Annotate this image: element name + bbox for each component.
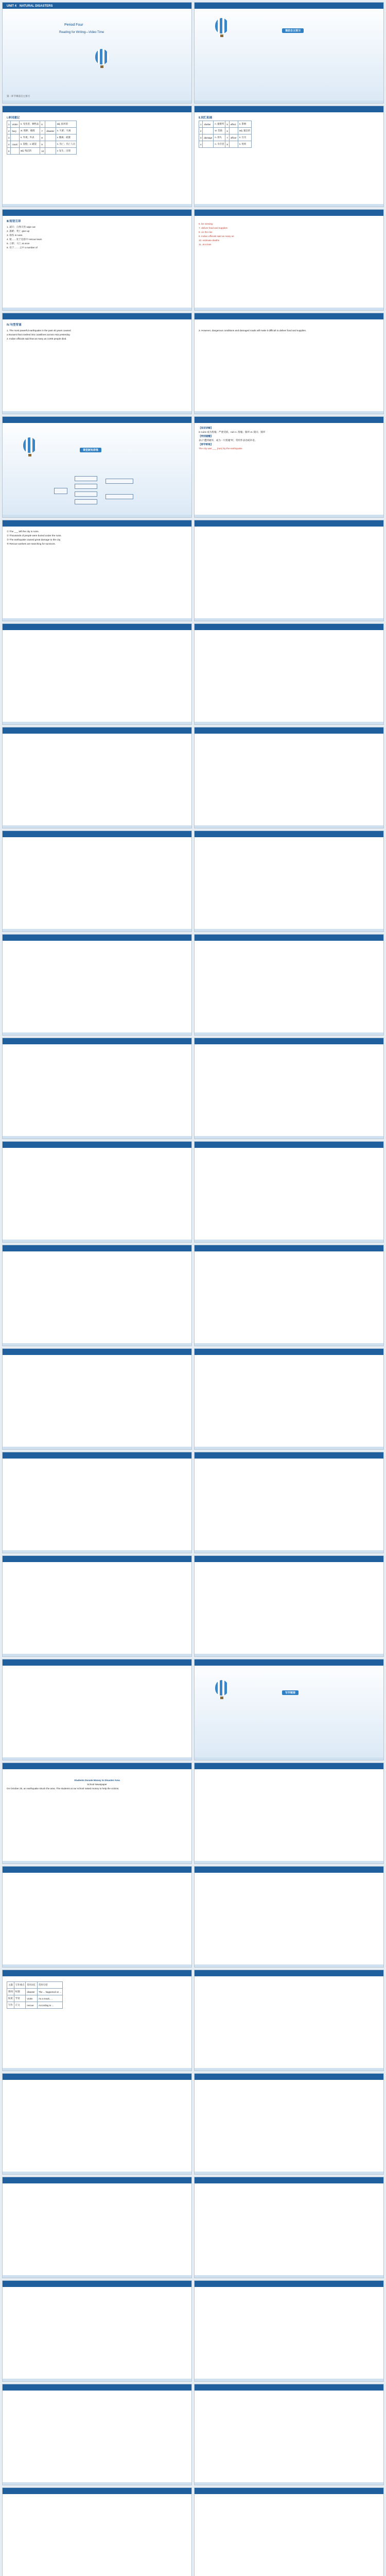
- table-row: 新闻 标题 disaster The ... happened on ...: [7, 1989, 63, 1995]
- content-slide: [194, 1555, 384, 1657]
- exercise-slide-1: ① The ___ left the city in ruins. ② Thousands of people were buried under the ruins. ③ The earthquake caused great damage to the city. ④ Rescue workers are searching for survivors.: [2, 520, 192, 621]
- table-header-row: 主题 写作要点 常用词汇 常用句型: [7, 1982, 63, 1989]
- review-table: [7, 1981, 63, 2009]
- sentences-slide-2: 3. However, dangerous conditions and damaged roads will make it difficult to deliver food and supplies.: [194, 313, 384, 414]
- exercise-slide-2: [194, 520, 384, 621]
- content-slide: [194, 934, 384, 1036]
- content-slide: [2, 1038, 192, 1139]
- content-slide: [2, 1141, 192, 1243]
- mind-map-node: [54, 488, 67, 494]
- content-slide: [194, 2487, 384, 2576]
- list-item: 9. Indian officials said as many as: [199, 235, 234, 238]
- unit-title: UNIT 4 NATURAL DISASTERS: [7, 5, 53, 8]
- content-slide: [2, 831, 192, 932]
- content-slide: [2, 727, 192, 828]
- mind-map-node: [75, 476, 97, 481]
- content-slide: [2, 1348, 192, 1450]
- writing-section-slide: [194, 1659, 384, 1760]
- vocab-table-slide: [2, 106, 192, 207]
- list-item: 5. 立即；马上 at once: [7, 242, 30, 245]
- content-slide: [194, 2280, 384, 2382]
- content-slide: [2, 1866, 192, 1968]
- phrases-answer-slide: [194, 209, 384, 311]
- content-slide: [194, 831, 384, 932]
- content-slide: [194, 2177, 384, 2278]
- phrases-header: Ⅲ.短语互译: [7, 220, 21, 223]
- table-row: 2 vt. 营救 6 adj. 紧急的: [199, 128, 252, 134]
- content-slide: [194, 727, 384, 828]
- phrases-list: [7, 225, 187, 250]
- list-item: 10. estimate deaths: [199, 239, 220, 242]
- section-tag-class-study: 课堂新知讲练: [80, 448, 101, 452]
- vocab-header-2: Ⅱ.词汇拓展: [199, 116, 213, 120]
- mind-map-node: [106, 494, 133, 499]
- mind-map-node: [106, 479, 133, 484]
- table-row: 报道 导语 victim As a result, ...: [7, 1995, 63, 2002]
- section-tag-preview: 课前自主预习: [282, 28, 304, 33]
- sentences-slide: [2, 313, 192, 414]
- content-slide: [2, 2487, 192, 2576]
- vocab-table: [7, 121, 77, 155]
- list-item: 3. 损伤 in ruins: [7, 234, 23, 236]
- phrases-slide: [2, 209, 192, 311]
- content-slide: [2, 2280, 192, 2382]
- list-item: 11. at a loss: [199, 243, 212, 246]
- cover-tip: 第一环节课前自主预习: [7, 95, 30, 97]
- table-row: 5 adj. 残忍的 10 v. 发生；出现: [7, 148, 77, 155]
- table-row: 4 crack n. 裂缝；v. 破裂 9 n. 伤亡；伤亡人员: [7, 141, 77, 148]
- table-row: 1 shelter n. 避难所 5 effect n. 影响: [199, 121, 252, 128]
- list-item: 6. be missing: [199, 223, 213, 225]
- balloon-icon: [215, 18, 229, 33]
- table-row: 4 n. 幸存者 8 n. 组织: [199, 141, 252, 148]
- content-slide: [194, 1348, 384, 1450]
- content-slide: [194, 2384, 384, 2485]
- phrases-answers: [199, 222, 379, 247]
- list-item: 8. on the rise: [199, 231, 213, 233]
- period-label: Period Four: [64, 23, 83, 27]
- mind-map-node: [75, 492, 97, 497]
- content-slide: [194, 2073, 384, 2175]
- list-item: 2. 遇难；死亡 give up: [7, 230, 30, 232]
- review-table-slide: [2, 1970, 192, 2071]
- news-report-slide: Students Donate Money to Disaster Area School Newspaper On October 25, an earthquake struck the area. The students at our school raised money to help the victims.: [2, 1762, 192, 1864]
- section-tag-writing: 写作链接: [282, 1690, 299, 1695]
- balloon-icon: [23, 437, 37, 453]
- list-item: 6. 处于…… 之中 a number of: [7, 246, 38, 249]
- preview-slide: [194, 2, 384, 104]
- table-row: 1 victim n. 受害者；牺牲品 6 adj. 损坏的: [7, 121, 77, 128]
- table-row: 3 damage n. 损失 7 officer n. 官员: [199, 134, 252, 141]
- class-study-slide: [2, 416, 192, 518]
- content-slide: [194, 1038, 384, 1139]
- cover-slide: [2, 2, 192, 104]
- content-slide: [194, 1141, 384, 1243]
- mind-map: [54, 473, 136, 510]
- vocab-table-2: [199, 121, 252, 148]
- content-slide: [194, 1970, 384, 2071]
- content-slide: [2, 2384, 192, 2485]
- table-row: 写作 正文 rescue According to ...: [7, 2002, 63, 2009]
- balloon-icon: [215, 1680, 229, 1696]
- content-slide: [2, 1659, 192, 1760]
- balloon-icon: [95, 49, 109, 64]
- content-slide: [2, 1555, 192, 1657]
- content-slide: [2, 2073, 192, 2175]
- content-slide: [194, 1762, 384, 1864]
- mind-map-node: [75, 484, 97, 489]
- vocab-table-2-slide: [194, 106, 384, 207]
- content-slide: [2, 934, 192, 1036]
- sentences-list: 1. The most powerful earthquake in the past 40 years caused a tsunami that crashed into coastlines across Asia yesterday. 2. Indian officials said that as many as 3,000 people died.: [7, 329, 71, 340]
- table-row: 2 bury vt. 埋葬；掩埋 7 disaster n. 灾难；灾祸: [7, 128, 77, 134]
- list-item: 4. 使……处于危险中 rescue team: [7, 238, 42, 241]
- content-slide: [194, 1866, 384, 1968]
- content-slide: [2, 2177, 192, 2278]
- sentences-header: Ⅳ.句型背诵: [7, 324, 22, 327]
- content-slide: [2, 1452, 192, 1553]
- content-slide: [194, 1245, 384, 1346]
- period-subtitle: Reading for Writing—Video Time: [59, 31, 104, 34]
- content-slide: [194, 1452, 384, 1553]
- content-slide: [2, 623, 192, 725]
- content-slide: [194, 623, 384, 725]
- vocab-header: Ⅰ.单词速记: [7, 116, 20, 120]
- table-row: 3 n. 外观；外表 8 v. 撤离；疏散: [7, 134, 77, 141]
- list-item: 7. deliver food and supplies: [199, 227, 227, 229]
- content-slide: [2, 1245, 192, 1346]
- mind-map-node: [75, 499, 97, 504]
- list-item: 1. 减灾；自然灾害 wipe out: [7, 226, 36, 228]
- grammar-slide-1: 【知识讲解】 in ruins 成为废墟；严重受损。ruin n. 废墟；毁坏 vt. 毁灭；毁坏 【特别提醒】 表示“遭到破坏，成为一片废墟”时，常用作表语或补语。 【即学即练】 The city was ___ (ruin) by the earthquake.: [194, 416, 384, 518]
